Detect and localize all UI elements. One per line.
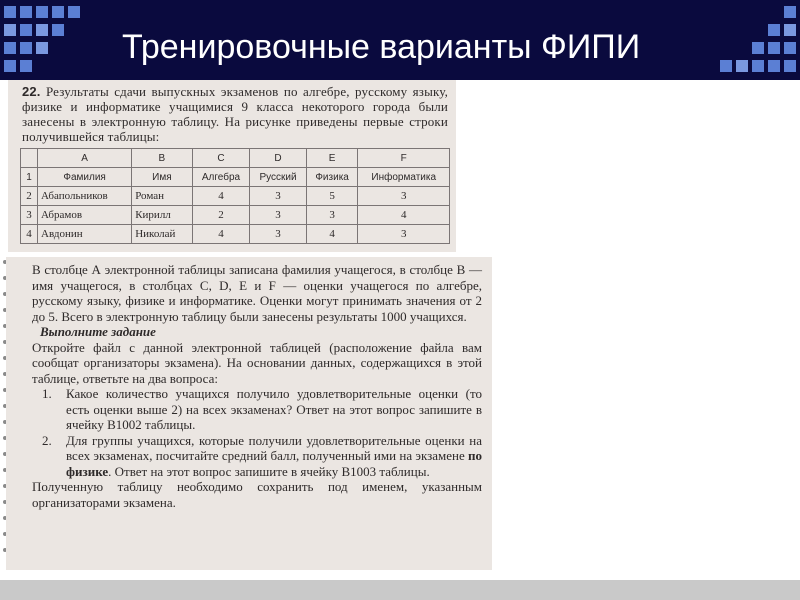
header-cell: Физика	[306, 168, 358, 187]
row-number: 2	[21, 187, 38, 206]
table-cell: 4	[192, 225, 250, 244]
decor-square	[720, 60, 732, 72]
decor-square	[20, 24, 32, 36]
table-cell: 4	[306, 225, 358, 244]
problem-number: 22.	[22, 84, 41, 99]
decor-square	[4, 6, 16, 18]
header-cell: Русский	[250, 168, 306, 187]
question-text-part: Для группы учащихся, которые получили удовлетворительные оценки на всех экзаменах, посчитайте средний балл, полученный ими на экзамене	[66, 432, 482, 463]
question-item	[42, 433, 482, 480]
closing-text: Полученную таблицу необходимо сохранить под именем, указанным организаторами экзамена.	[32, 479, 482, 510]
table-row	[21, 225, 450, 244]
decor-square	[768, 42, 780, 54]
table-cell: 3	[250, 187, 306, 206]
spreadsheet-table	[20, 148, 450, 244]
table-cell: 3	[250, 206, 306, 225]
problem-scan-bottom	[6, 257, 492, 570]
question-item	[42, 386, 482, 433]
decor-square	[52, 24, 64, 36]
decor-square	[20, 60, 32, 72]
question-number: 2.	[42, 432, 52, 448]
decor-square	[36, 24, 48, 36]
decor-square	[20, 6, 32, 18]
table-header-row	[21, 168, 450, 187]
table-cell: 3	[358, 225, 450, 244]
problem-description: В столбце А электронной таблицы записана фамилия учащегося, в столбце В — имя учащегося, в столбцах С, D, Е и F — оценки учащегося по алгебре, русскому языку, физике и информатике. Оценки могут принимать значения от 2 до 5. Всего в электронную таблицу были занесены результаты 1000 учащихся.	[32, 262, 482, 324]
task-heading: Выполните задание	[40, 324, 156, 339]
table-cell: 4	[192, 187, 250, 206]
slide-title: Тренировочные варианты ФИПИ	[122, 28, 641, 66]
decor-square	[752, 60, 764, 72]
question-text-bold: по физике	[66, 448, 482, 479]
row-number: 1	[21, 168, 38, 187]
table-cell: Абапольников	[38, 187, 132, 206]
question-text-part: . Ответ на этот вопрос запишите в ячейку В1003 таблицы.	[108, 463, 430, 479]
table-row	[21, 187, 450, 206]
header-cell: Алгебра	[192, 168, 250, 187]
decor-square	[768, 60, 780, 72]
row-number: 4	[21, 225, 38, 244]
column-letter: A	[38, 149, 132, 168]
column-letter: B	[132, 149, 192, 168]
row-number: 3	[21, 206, 38, 225]
header-cell: Информатика	[358, 168, 450, 187]
decor-square	[784, 60, 796, 72]
table-cell: Николай	[132, 225, 192, 244]
table-cell: Кирилл	[132, 206, 192, 225]
question-text	[66, 433, 482, 480]
table-cell: 3	[250, 225, 306, 244]
decor-square	[36, 6, 48, 18]
decor-square	[52, 6, 64, 18]
header-cell: Имя	[132, 168, 192, 187]
slide-header	[0, 0, 800, 80]
decor-square	[736, 60, 748, 72]
decor-square	[4, 42, 16, 54]
decor-square	[36, 42, 48, 54]
table-cell: 4	[358, 206, 450, 225]
table-cell: 3	[358, 187, 450, 206]
table-cell: 3	[306, 206, 358, 225]
decor-square	[784, 24, 796, 36]
table-cell: 5	[306, 187, 358, 206]
decor-square	[752, 42, 764, 54]
column-letter: F	[358, 149, 450, 168]
corner-cell	[21, 149, 38, 168]
problem-intro-text: Результаты сдачи выпускных экзаменов по алгебре, русскому языку, физике и информатике учащимися 9 класса некоторого города были занесены в электронную таблицу. На рисунке приведены первые строки получившейся таблицы:	[22, 84, 448, 144]
table-cell: Роман	[132, 187, 192, 206]
table-row	[21, 206, 450, 225]
decor-square	[784, 42, 796, 54]
header-cell: Фамилия	[38, 168, 132, 187]
decor-square	[20, 42, 32, 54]
table-cell: Абрамов	[38, 206, 132, 225]
slide-footer-bar	[0, 580, 800, 600]
table-cell: Авдонин	[38, 225, 132, 244]
question-text: Какое количество учащихся получило удовлетворительные оценки (то есть оценки выше 2) на всех экзаменах? Ответ на этот вопрос запишите в ячейку В1002 таблицы.	[66, 386, 482, 432]
decor-square	[4, 24, 16, 36]
decor-square	[784, 6, 796, 18]
column-letter: D	[250, 149, 306, 168]
table-cell: 2	[192, 206, 250, 225]
decor-square	[768, 24, 780, 36]
problem-scan-top	[8, 80, 456, 252]
column-letter: E	[306, 149, 358, 168]
column-letter: C	[192, 149, 250, 168]
problem-intro	[22, 84, 448, 144]
column-letters-row	[21, 149, 450, 168]
task-intro: Откройте файл с данной электронной таблицей (расположение файла вам сообщат организаторы экзамена). На основании данных, содержащихся в этой таблице, ответьте на два вопроса:	[32, 339, 482, 386]
decor-square	[4, 60, 16, 72]
question-number: 1.	[42, 386, 52, 401]
decor-square	[68, 6, 80, 18]
